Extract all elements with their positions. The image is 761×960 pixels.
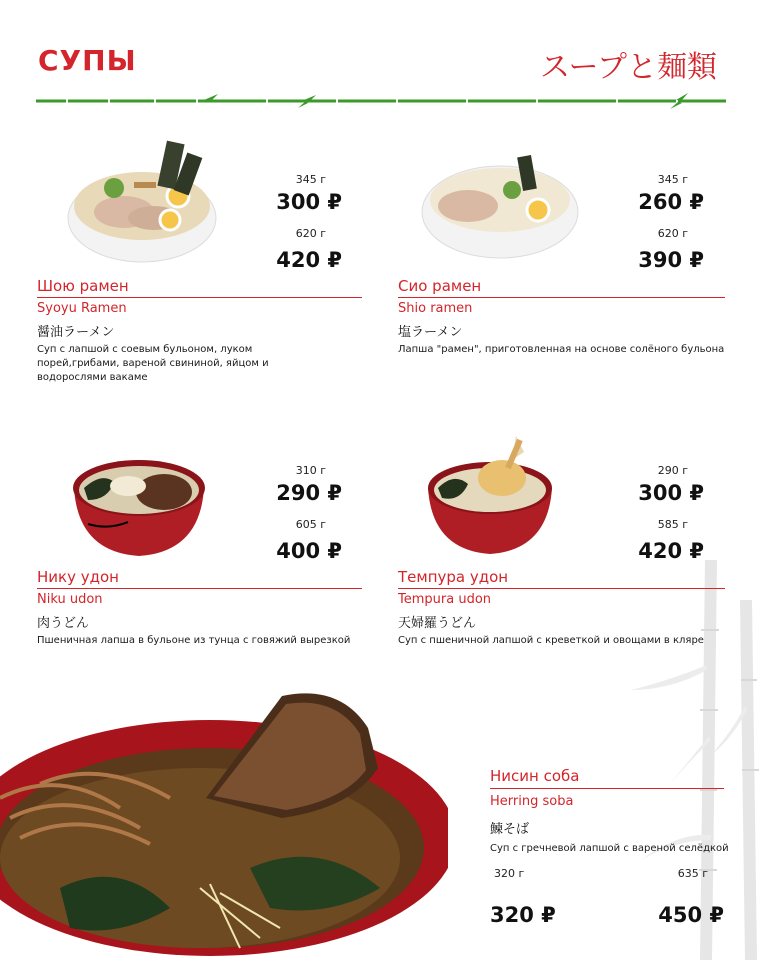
- price-label: 290 ₽: [276, 481, 342, 505]
- shio-ramen-photo: [418, 152, 582, 262]
- weight-label: 605 г: [295, 518, 326, 531]
- dish-name-jp: 鰊そば: [490, 822, 530, 837]
- page-title-japanese: スープと麺類: [540, 50, 717, 85]
- dish-name-jp: 天婦羅うどん: [398, 616, 477, 631]
- dish-name-ru: Сио рамен: [398, 277, 482, 295]
- dish-name-en: Shio ramen: [398, 301, 473, 316]
- price-label: 300 ₽: [638, 481, 704, 505]
- weight-label: 635 г: [677, 867, 708, 880]
- dish-name-ru: Нику удон: [37, 568, 119, 586]
- dish-name-jp: 肉うどん: [37, 616, 90, 631]
- price-label: 260 ₽: [638, 190, 704, 214]
- dish-divider: [398, 297, 725, 298]
- price-label: 300 ₽: [276, 190, 342, 214]
- dish-name-jp: 醤油ラーメン: [37, 325, 115, 340]
- dish-description: Суп с гречневой лапшой с вареной селёдкой: [490, 843, 729, 854]
- dish-description: Суп с лапшой с соевым бульоном, луком порей,грибами, вареной свининой, яйцом и водорослями вакаме: [37, 344, 269, 383]
- dish-name-jp: 塩ラーメン: [398, 325, 463, 340]
- price-label: 450 ₽: [658, 903, 724, 927]
- dish-divider: [37, 588, 362, 589]
- dish-divider: [37, 297, 362, 298]
- bamboo-background: [561, 540, 761, 960]
- bamboo-divider: [36, 92, 726, 110]
- dish-description: Суп с пшеничной лапшой с креветкой и овощами в кляре: [398, 635, 704, 646]
- price-label: 390 ₽: [638, 248, 704, 272]
- dish-name-en: Herring soba: [490, 794, 574, 809]
- herring-soba-photo: [0, 688, 448, 960]
- dish-divider: [490, 788, 724, 789]
- price-label: 420 ₽: [638, 539, 704, 563]
- weight-label: 320 г: [494, 867, 525, 880]
- price-label: 320 ₽: [490, 903, 556, 927]
- dish-name-en: Niku udon: [37, 592, 103, 607]
- weight-label: 620 г: [657, 227, 688, 240]
- weight-label: 345 г: [657, 173, 688, 186]
- weight-label: 310 г: [295, 464, 326, 477]
- niku-udon-photo: [68, 452, 210, 558]
- dish-description: Лапша "рамен", приготовленная на основе солёного бульона: [398, 344, 725, 355]
- tempura-udon-photo: [424, 432, 556, 556]
- weight-label: 345 г: [295, 173, 326, 186]
- price-label: 400 ₽: [276, 539, 342, 563]
- weight-label: 620 г: [295, 227, 326, 240]
- weight-label: 585 г: [657, 518, 688, 531]
- dish-name-ru: Темпура удон: [398, 568, 509, 586]
- dish-name-en: Syoyu Ramen: [37, 301, 127, 316]
- weight-label: 290 г: [657, 464, 688, 477]
- page-title: СУПЫ: [38, 44, 137, 77]
- dish-name-ru: Нисин соба: [490, 767, 580, 785]
- dish-name-en: Tempura udon: [398, 592, 492, 607]
- dish-divider: [398, 588, 725, 589]
- dish-name-ru: Шою рамен: [37, 277, 129, 295]
- price-label: 420 ₽: [276, 248, 342, 272]
- syoyu-ramen-photo: [62, 138, 222, 266]
- dish-description: Пшеничная лапша в бульоне из тунца с говяжий вырезкой: [37, 635, 351, 646]
